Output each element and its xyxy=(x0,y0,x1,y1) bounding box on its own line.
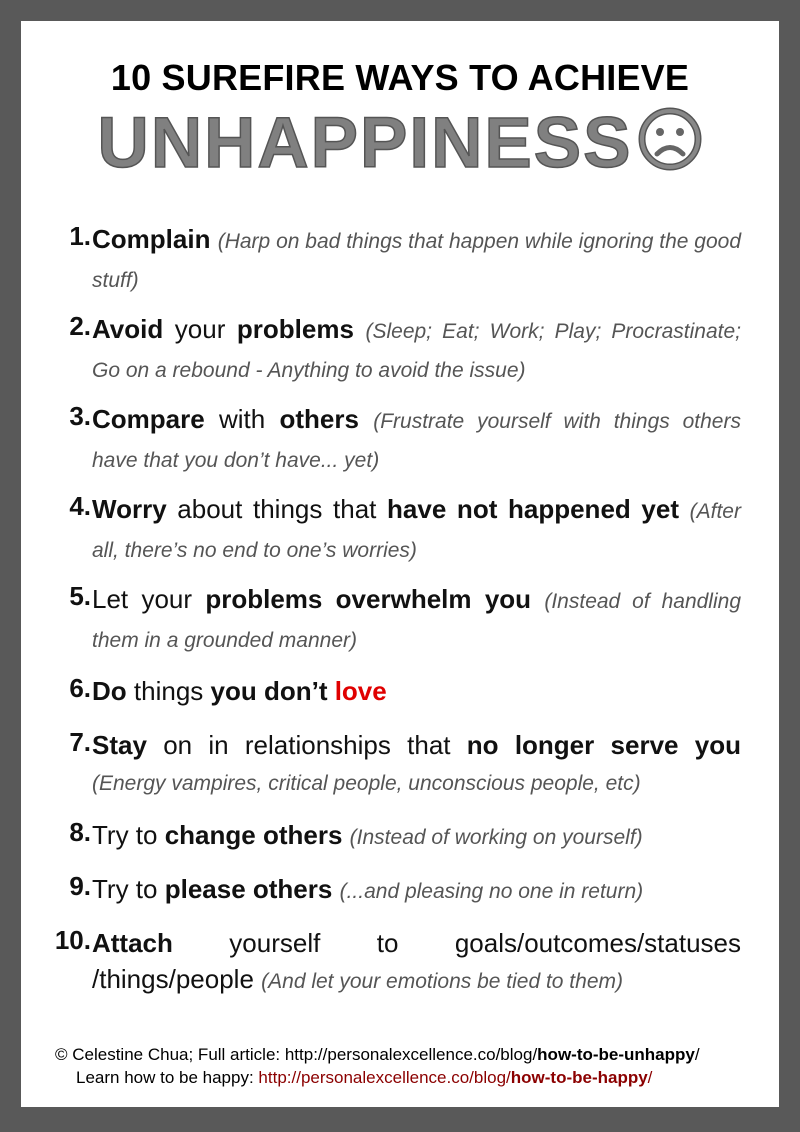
url-end: / xyxy=(647,1068,653,1087)
item-segment: yourself to goals/outcomes/statuses /things/people xyxy=(92,928,741,994)
item-note: (Energy vampires, critical people, unconscious people, etc) xyxy=(92,772,641,795)
item-emphasis: problems xyxy=(236,314,354,344)
poster xyxy=(21,21,779,1107)
item-note: (Sleep; Eat; Work; Play; Procrastinate; Go on a rebound - Anything to avoid the issue) xyxy=(92,320,741,382)
item-segment xyxy=(342,820,349,850)
article-slug[interactable]: how-to-be-unhappy xyxy=(537,1045,695,1064)
item-segment: with xyxy=(204,404,280,434)
item-text xyxy=(92,925,741,1000)
credits-text: © Celestine Chua; Full article: xyxy=(55,1045,285,1064)
item-segment: Try to xyxy=(92,874,165,904)
item-emphasis: others xyxy=(279,404,359,434)
item-number: 9. xyxy=(69,871,91,901)
item-segment xyxy=(210,224,217,254)
item-emphasis: Complain xyxy=(92,224,211,254)
item-text xyxy=(92,871,741,910)
item-note: (Instead of working on yourself) xyxy=(349,826,643,849)
item-segment: things xyxy=(126,676,211,706)
item-number: 4. xyxy=(69,491,91,521)
article-url[interactable]: http://personalexcellence.co/blog/ xyxy=(284,1045,538,1064)
item-segment: Try to xyxy=(92,820,165,850)
poster-title-word: UNHAPPINESS xyxy=(97,104,633,183)
item-number: 1. xyxy=(69,221,91,251)
item-note: (And let your emotions be tied to them) xyxy=(261,970,623,993)
item-number: 3. xyxy=(69,401,91,431)
item-emphasis: you don’t xyxy=(210,676,335,706)
item-emphasis: Do xyxy=(92,676,127,706)
item-emphasis: change others xyxy=(164,820,343,850)
item-emphasis: Avoid xyxy=(92,314,164,344)
item-note: (Harp on bad things that happen while ignoring the good stuff) xyxy=(92,230,741,292)
item-segment xyxy=(354,314,366,344)
item-emphasis: no longer serve you xyxy=(466,730,741,760)
url-end: / xyxy=(694,1045,700,1064)
item-emphasis: please others xyxy=(164,874,333,904)
item-number: 7. xyxy=(69,727,91,757)
item-segment xyxy=(359,404,373,434)
item-number: 8. xyxy=(69,817,91,847)
item-emphasis: Stay xyxy=(92,730,147,760)
item-number: 6. xyxy=(69,673,91,703)
item-note: (Frustrate yourself with things others have that you don’t have... yet) xyxy=(92,410,741,472)
learn-text: Learn how to be happy: xyxy=(76,1068,259,1087)
item-number: 2. xyxy=(69,311,91,341)
item-text xyxy=(92,221,741,299)
item-segment: about things that xyxy=(166,494,388,524)
item-text xyxy=(92,817,741,856)
item-segment xyxy=(332,874,339,904)
item-segment xyxy=(531,584,544,614)
item-text xyxy=(92,491,741,569)
item-segment: on in relationships that xyxy=(146,730,467,760)
item-segment: your xyxy=(163,314,237,344)
learn-line xyxy=(55,1066,775,1089)
happy-url[interactable]: http://personalexcellence.co/blog/ xyxy=(258,1068,511,1087)
item-note: (Instead of handling them in a grounded manner) xyxy=(92,590,741,652)
item-note: (After all, there’s no end to one’s worries) xyxy=(92,500,741,562)
sad-face-icon xyxy=(638,107,702,189)
poster-title-line1: 10 SUREFIRE WAYS TO ACHIEVE xyxy=(110,57,690,98)
item-text xyxy=(92,311,741,389)
credits-line xyxy=(55,1043,775,1066)
item-segment xyxy=(679,494,690,524)
poster-title-line2 xyxy=(21,103,779,189)
item-emphasis: Compare xyxy=(92,404,205,434)
item-note: (...and pleasing no one in return) xyxy=(339,880,644,903)
item-emphasis: Worry xyxy=(92,494,167,524)
item-text xyxy=(92,673,741,709)
item-segment: love xyxy=(334,676,387,706)
item-text xyxy=(92,581,741,659)
item-text xyxy=(92,401,741,479)
item-segment: Let your xyxy=(92,584,206,614)
credits-footer xyxy=(55,1043,775,1089)
item-number: 10. xyxy=(54,925,91,955)
item-text xyxy=(92,727,741,802)
item-emphasis: Attach xyxy=(92,928,173,958)
happy-slug[interactable]: how-to-be-happy xyxy=(510,1068,648,1087)
item-emphasis: have not happened yet xyxy=(387,494,679,524)
item-number: 5. xyxy=(69,581,91,611)
item-emphasis: problems overwhelm you xyxy=(205,584,532,614)
